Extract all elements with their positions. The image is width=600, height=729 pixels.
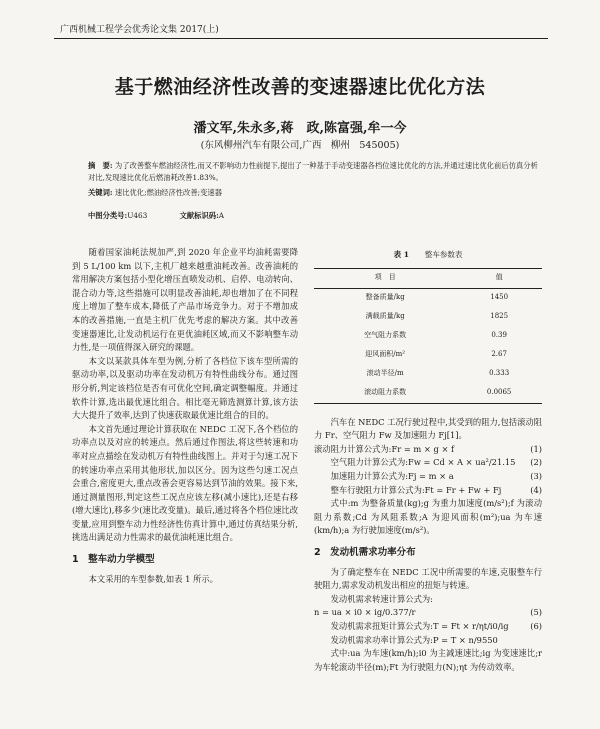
doc-code-label: 文献标识码:: [179, 211, 219, 220]
doc-code-value: A: [218, 211, 225, 220]
table-cell: 迎风面积/m²: [365, 350, 406, 359]
equation-2: [314, 456, 542, 470]
authors: 潘文军,朱永多,蒋 政,陈富强,牟一今: [193, 121, 407, 136]
equation-text: 滚动阻力计算公式为:Fr = m × g × f: [314, 443, 455, 454]
equation-number: (3): [530, 470, 542, 481]
equation-number: (1): [530, 443, 542, 454]
intro-paragraph: 本文首先通过理论计算获取在 NEDC 工况下,各个档位的功率点以及对应的转速点。然后通过作图法,将这些转速和功率对应点描绘在发动机万有特性曲线图上。并对于匀速工况下的转速功率点采用其他形状,加以区分。因为这些匀速工况点会重合,密度更大,重点改善会更容易达到节油的效果。接下来,通过测量图形,判定这些工况点应该左移(减小速比),还是右移(增大速比),移多少(速比改变量)。最后,通过将各个档位速比改变量,应用到整车动力性经济性仿真计算中,通过仿真结果分析,挑选出满足动力性需求的最优油耗速比组合。: [72, 423, 298, 543]
equation-1: [314, 443, 542, 457]
equation-7: 发动机需求功率计算公式为:P = T × n/9550: [330, 634, 498, 645]
table-row: [314, 384, 542, 404]
equation-text: 整车行驶阻力计算公式为:Ft = Fr + Fw + Fj: [330, 484, 502, 495]
table-cell: 1825: [490, 312, 509, 321]
equation-number: (2): [530, 457, 542, 468]
abstract: [88, 160, 544, 184]
right-column: [314, 246, 542, 674]
table-title: 整车参数表: [424, 250, 463, 259]
intro-paragraph: 本文以某款具体车型为例,分析了各档位下该车型所需的驱动功率,以及驱动功率在发动机万有特性曲线分布。通过图形分析,判定该档位是否有可优化空间,确定调整幅度。并通过软件计算,选出最优速比组合。相比毫无筛选测算计算,该方法大大提升了效率,达到了快速获取最优速比组合的目的。: [72, 355, 298, 421]
table-cell: 0.39: [491, 331, 507, 340]
clc-label: 中图分类号:: [88, 211, 128, 220]
equation-6: [314, 620, 542, 634]
table-header: 值: [495, 273, 503, 282]
header-rule: [54, 38, 548, 39]
section-1-text: 本文采用的车型参数,如表 1 所示。: [88, 573, 218, 584]
resistance-intro: 汽车在 NEDC 工况行驶过程中,其受到的阻力,包括滚动阻力 Fr、空气阻力 Fw 及加速阻力 Fj[1]。: [314, 416, 542, 441]
equation-number: (5): [530, 607, 542, 618]
section-2-text: 为了确定整车在 NEDC 工况中所需要的车速,克服整车行驶阻力,需求发动机发出相应的扭矩与转速。: [314, 566, 542, 591]
table-label: 表 1: [393, 250, 409, 259]
table-cell: 1450: [490, 293, 509, 302]
intro-paragraph: 随着国家油耗法规加严,到 2020 年企业平均油耗需要降到 5 L/100 km 以下,主机厂越来越重油耗改善。改善油耗的常用解决方案包括小型化增压直喷发动机、启停、电动转向、混合动力等,这些措施可以明显改善油耗,却也增加了在不同程度上增加了整车成本,降低了产品市场竞争力。对于不增加成本的改善措施,一直是主机厂优先考虑的解决方案。其中改善变速器速比,让发动机运行在更优油耗区域,而又不影响整车动力性,是一项值得深入研究的课题。: [72, 247, 298, 353]
table-row: [314, 308, 542, 327]
table-cell: 滚动半径/m: [366, 369, 404, 378]
table-cell: 滚动阻力系数: [364, 388, 407, 397]
classification: [88, 211, 224, 221]
abstract-text: 为了改善整车燃油经济性,而又不影响动力性前提下,提出了一种基于手动变速器各档位速比优化的方法,并通过速比优化前后仿真分析对比,发现速比优化后燃油耗改善1.83%。: [88, 161, 538, 182]
table-cell: 2.67: [491, 350, 507, 359]
table-caption: [314, 248, 542, 262]
affiliation: (东风柳州汽车有限公司,广西 柳州 545005): [200, 140, 400, 151]
table-row: [314, 346, 542, 365]
table-row: [314, 288, 542, 308]
clc-value: U463: [127, 211, 148, 220]
table-cell: 整备质量/kg: [365, 293, 405, 302]
equation-text: n = ua × i0 × ig/0.377/r: [314, 607, 416, 618]
equation-text: 空气阻力计算公式为:Fw = Cd × A × ua²/21.15: [330, 457, 516, 468]
table-header: 项 目: [374, 273, 396, 282]
table-row: [314, 327, 542, 346]
table-row: [314, 365, 542, 384]
table-cell: 满载质量/kg: [365, 312, 405, 321]
equation-text: 加速阻力计算公式为:Fj = m × a: [330, 470, 454, 481]
table-cell: 空气阻力系数: [364, 331, 407, 340]
paper-title: 基于燃油经济性改善的变速器速比优化方法: [114, 76, 486, 98]
left-column: [72, 246, 298, 586]
section-1-heading: 1 整车动力学模型: [72, 554, 155, 566]
keywords: [88, 188, 544, 198]
keywords-text: 速比优化;燃油经济性改善;变速器: [114, 188, 222, 197]
vehicle-params-table: [314, 268, 542, 404]
equation-5-label: 发动机需求转速计算公式为:: [330, 593, 433, 604]
keywords-label: 关键词:: [88, 188, 113, 197]
abstract-label: 摘 要:: [88, 161, 113, 170]
equation-number: (4): [530, 484, 542, 495]
equation-text: 发动机需求扭矩计算公式为:T = Ft × r/ηt/i0/ig: [330, 620, 509, 631]
equation-3: [314, 470, 542, 484]
section-2-heading: 2 发动机需求功率分布: [314, 546, 416, 558]
equation-variables: 式中:m 为整备质量(kg);g 为重力加速度(m/s²);f 为滚动阻力系数;Cd 为风阻系数;A 为迎风面积(m²);ua 为车速(km/h);a 为行驶加速度(m/s²)。: [314, 498, 542, 536]
running-header: 广西机械工程学会优秀论文集 2017(上): [60, 25, 219, 35]
table-cell: 0.333: [489, 369, 510, 378]
table-cell: 0.0065: [486, 388, 512, 397]
equation-5: [314, 606, 542, 620]
equation-4: [314, 484, 542, 498]
equation-variables-2: 式中:ua 为车速(km/h);i0 为主减速速比;ig 为变速速比;r 为车轮滚动半径(m);Ft 为行驶阻力(N);ηt 为传动效率。: [314, 648, 542, 672]
equation-number: (6): [530, 620, 542, 631]
